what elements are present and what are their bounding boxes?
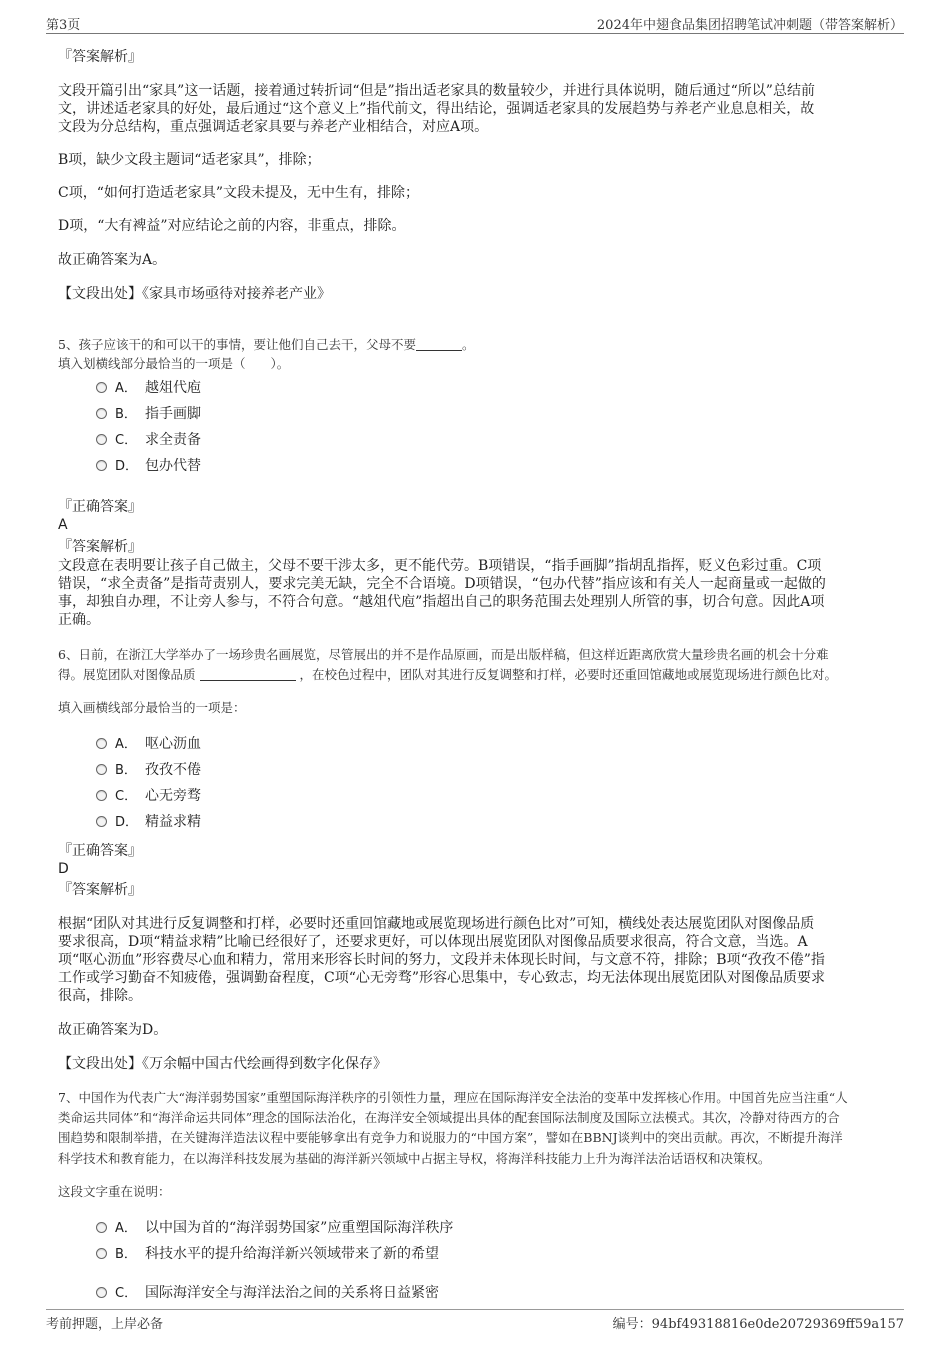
option-text: 科技水平的提升给海洋新兴领域带来了新的希望 [145,1246,439,1262]
q6-analysis-line-4: 工作或学习勤奋不知疲倦，强调勤奋程度，C项“心无旁骛”形容心思集中，专心致志，均无法体现出展览团队对图像品质要求 [58,970,826,986]
q5-analysis-line-2: 错误，“求全责备”是指苛责别人，要求完美无缺，完全不合语境。D项错误，“包办代替”指应该和有关人一起商量或一起做的 [58,576,826,592]
q6-analysis-title: 『答案解析』 [58,882,142,898]
q4-analysis-d: D项，“大有裨益”对应结论之前的内容，非重点，排除。 [58,218,406,234]
footer-divider [46,1309,904,1310]
q6-prompt: 填入画横线部分最恰当的一项是： [58,700,246,715]
q6-analysis-line-2: 要求很高，D项“精益求精”比喻已经很好了，还要求更好，可以体现出展览团队对图像品质要求很高，符合文意，当选。A [58,934,808,950]
document-title: 2024年中翅食品集团招聘笔试冲刺题（带答案解析） [596,18,903,33]
q4-analysis-line-1: 文段开篇引出“家具”这一话题，接着通过转折词“但是”指出适老家具的数量较少，并进行具体说明，随后通过“所以”总结前 [58,83,815,99]
option-letter: D． [115,815,139,830]
q5-option-b[interactable] [96,404,201,424]
q6-answer-title: 『正确答案』 [58,843,142,859]
option-letter: B． [115,407,137,422]
q5-analysis-line-4: 正确。 [58,612,100,628]
q5-stem-before: 5、孩子应该干的和可以干的事情，要让他们自己去干，父母不要 [58,337,416,352]
radio-button-icon[interactable] [96,1222,107,1233]
q6-stem-line-1: 6、日前，在浙江大学举办了一场珍贵名画展览，尽管展出的并不是作品原画，而是出版样稿，但这样近距离欣赏大量珍贵名画的机会十分难 [58,647,829,662]
option-letter: B． [115,1247,137,1262]
option-text: 包办代替 [145,458,201,474]
q4-analysis-c: C项，“如何打造适老家具”文段未提及，无中生有，排除； [58,185,420,201]
q6-analysis-line-5: 很高，排除。 [58,988,142,1004]
q5-option-d[interactable] [96,456,201,476]
option-letter: C． [115,789,138,804]
q6-answer: D [58,861,69,877]
radio-button-icon[interactable] [96,816,107,827]
q7-stem-line-1: 7、中国作为代表广大“海洋弱势国家”重塑国际海洋秩序的引领性力量，理应在国际海洋安全法治的变革中发挥核心作用。中国首先应当注重“人 [58,1090,848,1105]
option-text: 求全责备 [145,432,201,448]
radio-button-icon[interactable] [96,434,107,445]
radio-button-icon[interactable] [96,790,107,801]
footer-slogan: 考前押题，上岸必备 [46,1317,164,1332]
option-letter: A． [115,737,137,752]
q6-option-a[interactable] [96,734,201,754]
option-text: 孜孜不倦 [145,762,201,778]
q6-analysis-line-1: 根据“团队对其进行反复调整和打样，必要时还重回馆藏地或展览现场进行颜色比对”可知，横线处表达展览团队对图像品质 [58,916,815,932]
q5-answer: A [58,517,68,533]
option-text: 以中国为首的“海洋弱势国家”应重塑国际海洋秩序 [145,1220,454,1236]
q6-option-c[interactable] [96,786,201,806]
radio-button-icon[interactable] [96,1248,107,1259]
q6-source: 【文段出处】《万余幅中国古代绘画得到数字化保存》 [58,1056,387,1072]
radio-button-icon[interactable] [96,460,107,471]
option-text: 国际海洋安全与海洋法治之间的关系将日益紧密 [145,1285,439,1301]
radio-button-icon[interactable] [96,1287,107,1298]
q6-analysis-line-3: 项“呕心沥血”形容费尽心血和精力，常用来形容长时间的努力，文段并未体现长时间，与文意不符，排除；B项“孜孜不倦”指 [58,952,825,968]
q4-source: 【文段出处】《家具市场亟待对接养老产业》 [58,286,331,302]
page-number: 第3页 [46,18,81,33]
q5-blank [416,337,462,351]
q5-answer-title: 『正确答案』 [58,499,142,515]
q7-option-c[interactable] [96,1283,439,1303]
footer-document-id: 编号：94bf49318816e0de20729369ff59a157 [612,1317,904,1332]
option-letter: C． [115,433,138,448]
page-header [0,0,950,34]
q7-prompt: 这段文字重在说明： [58,1184,171,1199]
q5-analysis-line-1: 文段意在表明要让孩子自己做主，父母不要干涉太多，更不能代劳。B项错误，“指手画脚”指胡乱指挥，贬义色彩过重。C项 [58,558,822,574]
q7-stem-line-3: 围趋势和限制举措，在关键海洋造法议程中要能够拿出有竞争力和说服力的“中国方案”，譬如在BBNJ谈判中的突出贡献。再次，不断提升海洋 [58,1130,843,1145]
q4-analysis-title: 『答案解析』 [58,49,142,65]
option-text: 指手画脚 [145,406,201,422]
option-letter: C． [115,1286,138,1301]
q6-conclusion: 故正确答案为D。 [58,1022,168,1038]
radio-button-icon[interactable] [96,408,107,419]
q5-option-a[interactable] [96,378,201,398]
radio-button-icon[interactable] [96,738,107,749]
q7-option-a[interactable] [96,1218,453,1238]
option-letter: D． [115,459,139,474]
q4-analysis-line-3: 文段为分总结构，重点强调适老家具要与养老产业相结合，对应A项。 [58,119,489,135]
q6-stem-line-2 [58,665,837,685]
option-text: 心无旁骛 [145,788,201,804]
option-text: 呕心沥血 [145,736,201,752]
q7-stem-line-4: 科学技术和教育能力，在以海洋科技发展为基础的海洋新兴领域中占据主导权，将海洋科技能力上升为海洋法治话语权和决策权。 [58,1151,771,1166]
radio-button-icon[interactable] [96,382,107,393]
q6-stem-before: 得。展览团队对图像品质 [58,667,196,682]
header-divider [46,33,904,34]
q4-analysis-line-2: 文，讲述适老家具的好处，最后通过“这个意义上”指代前文，得出结论，强调适老家具的发展趋势与养老产业息息相关，故 [58,101,815,117]
option-letter: A． [115,381,137,396]
radio-button-icon[interactable] [96,764,107,775]
q6-stem-after: ，在校色过程中，团队对其进行反复调整和打样，必要时还重回馆藏地或展览现场进行颜色比对。 [299,667,838,682]
q5-prompt: 填入划横线部分最恰当的一项是（ ）。 [58,356,290,371]
q5-stem-after: 。 [461,337,475,352]
q6-option-b[interactable] [96,760,201,780]
option-letter: A． [115,1221,137,1236]
q7-stem-line-2: 类命运共同体”和“海洋命运共同体”理念的国际法治化，在海洋安全领域提出具体的配套国际法制度及国际立法模式。其次，冷静对待西方的合 [58,1110,840,1125]
q4-conclusion: 故正确答案为A。 [58,252,167,268]
q4-analysis-b: B项，缺少文段主题词“适老家具”，排除； [58,152,321,168]
q5-analysis-line-3: 事，却独自办理，不让旁人参与，不符合句意。“越俎代庖”指超出自己的职务范围去处理别人所管的事，切合句意。因此A项 [58,594,825,610]
option-text: 精益求精 [145,814,201,830]
q6-blank [200,667,296,681]
q5-analysis-title: 『答案解析』 [58,539,142,555]
q5-stem [58,335,474,355]
q7-option-b[interactable] [96,1244,439,1264]
option-letter: B． [115,763,137,778]
q6-option-d[interactable] [96,812,201,832]
q5-option-c[interactable] [96,430,201,450]
option-text: 越俎代庖 [145,380,201,396]
